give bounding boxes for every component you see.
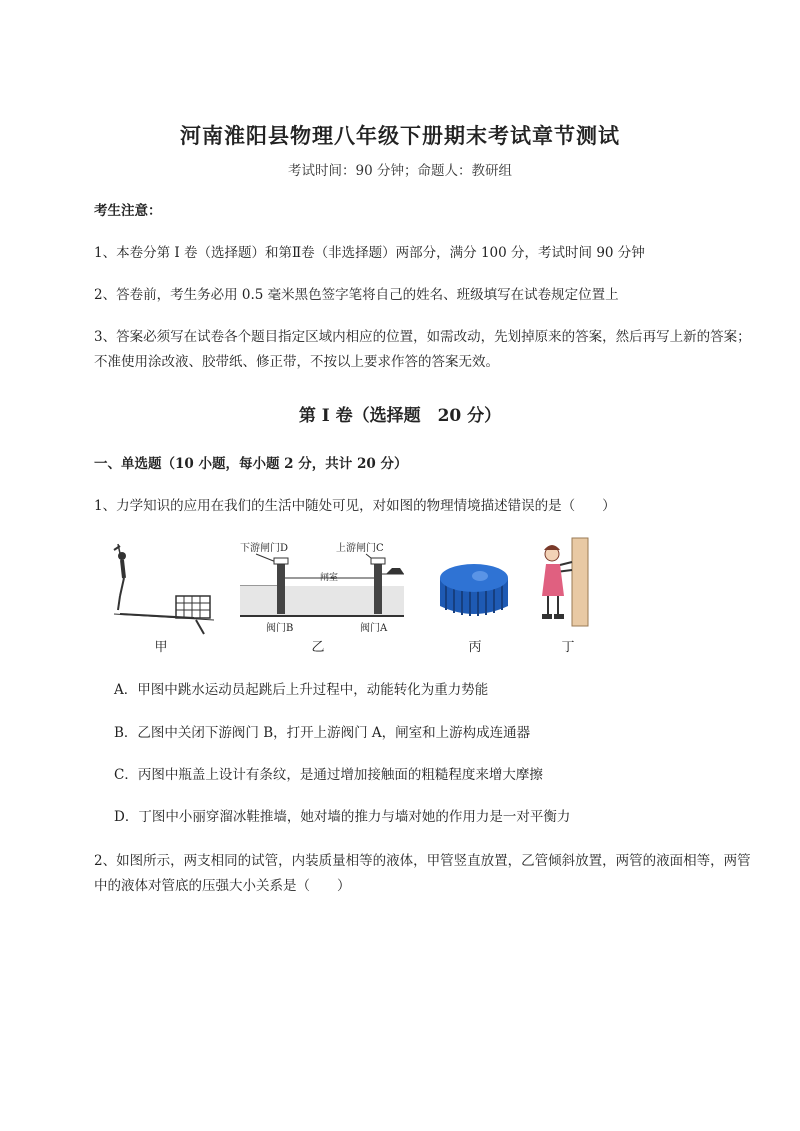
label-upstream-gate: 上游闸门C (336, 543, 384, 554)
label-valve-b: 阀门B (266, 623, 294, 634)
notice-item: 1、本卷分第 I 卷（选择题）和第Ⅱ卷（非选择题）两部分，满分 100 分，考试时间 90 分钟 (94, 245, 645, 261)
figure-caption-yi: 乙 (311, 640, 325, 655)
label-valve-a: 阀门A (360, 623, 388, 634)
label-downstream-gate: 下游闸门D (240, 543, 289, 554)
figure-diver (104, 538, 214, 638)
question-1-option-a[interactable]: A．甲图中跳水运动员起跳后上升过程中，动能转化为重力势能 (114, 682, 489, 698)
figure-caption-jia: 甲 (154, 640, 168, 655)
label-lock-chamber: 闸室 (320, 573, 339, 583)
question-1-option-b[interactable]: B．乙图中关闭下游阀门 B，打开上游阀门 A，闸室和上游构成连通器 (114, 725, 531, 741)
question-1-option-d[interactable]: D．丁图中小丽穿溜冰鞋推墙，她对墙的推力与墙对她的作用力是一对平衡力 (114, 809, 571, 825)
figure-ship-lock (236, 538, 406, 634)
figure-caption-ding: 丁 (561, 640, 575, 655)
part-heading: 一、单选题（10 小题，每小题 2 分，共计 20 分） (94, 456, 408, 472)
question-2-stem: 2、如图所示，两支相同的试管，内装质量相等的液体，甲管竖直放置，乙管倾斜放置，两管的液面相等，两管中的液体对管底的压强大小关系是（ ） (94, 853, 751, 894)
section-title: 第 I 卷（选择题 20 分） (298, 406, 502, 426)
notice-item: 3、答案必须写在试卷各个题目指定区域内相应的位置，如需改动，先划掉原来的答案，然后再写上新的答案；不准使用涂改液、胶带纸、修正带，不按以上要求作答的答案无效。 (94, 329, 751, 370)
question-1-stem: 1、力学知识的应用在我们的生活中随处可见，对如图的物理情境描述错误的是（ ） (94, 498, 616, 514)
page-subtitle: 考试时间：90 分钟；命题人：教研组 (288, 163, 512, 179)
page-title: 河南淮阳县物理八年级下册期末考试章节测试 (180, 123, 620, 148)
question-1-option-c[interactable]: C．丙图中瓶盖上设计有条纹，是通过增加接触面的粗糙程度来增大摩擦 (114, 767, 543, 783)
figure-girl-pushing-wall (534, 536, 590, 628)
figure-bottle-cap (436, 560, 512, 622)
notice-heading: 考生注意： (94, 203, 162, 219)
notice-item: 2、答卷前，考生务必用 0.5 毫米黑色签字笔将自己的姓名、班级填写在试卷规定位置上 (94, 287, 619, 303)
figure-caption-bing: 丙 (468, 640, 482, 655)
